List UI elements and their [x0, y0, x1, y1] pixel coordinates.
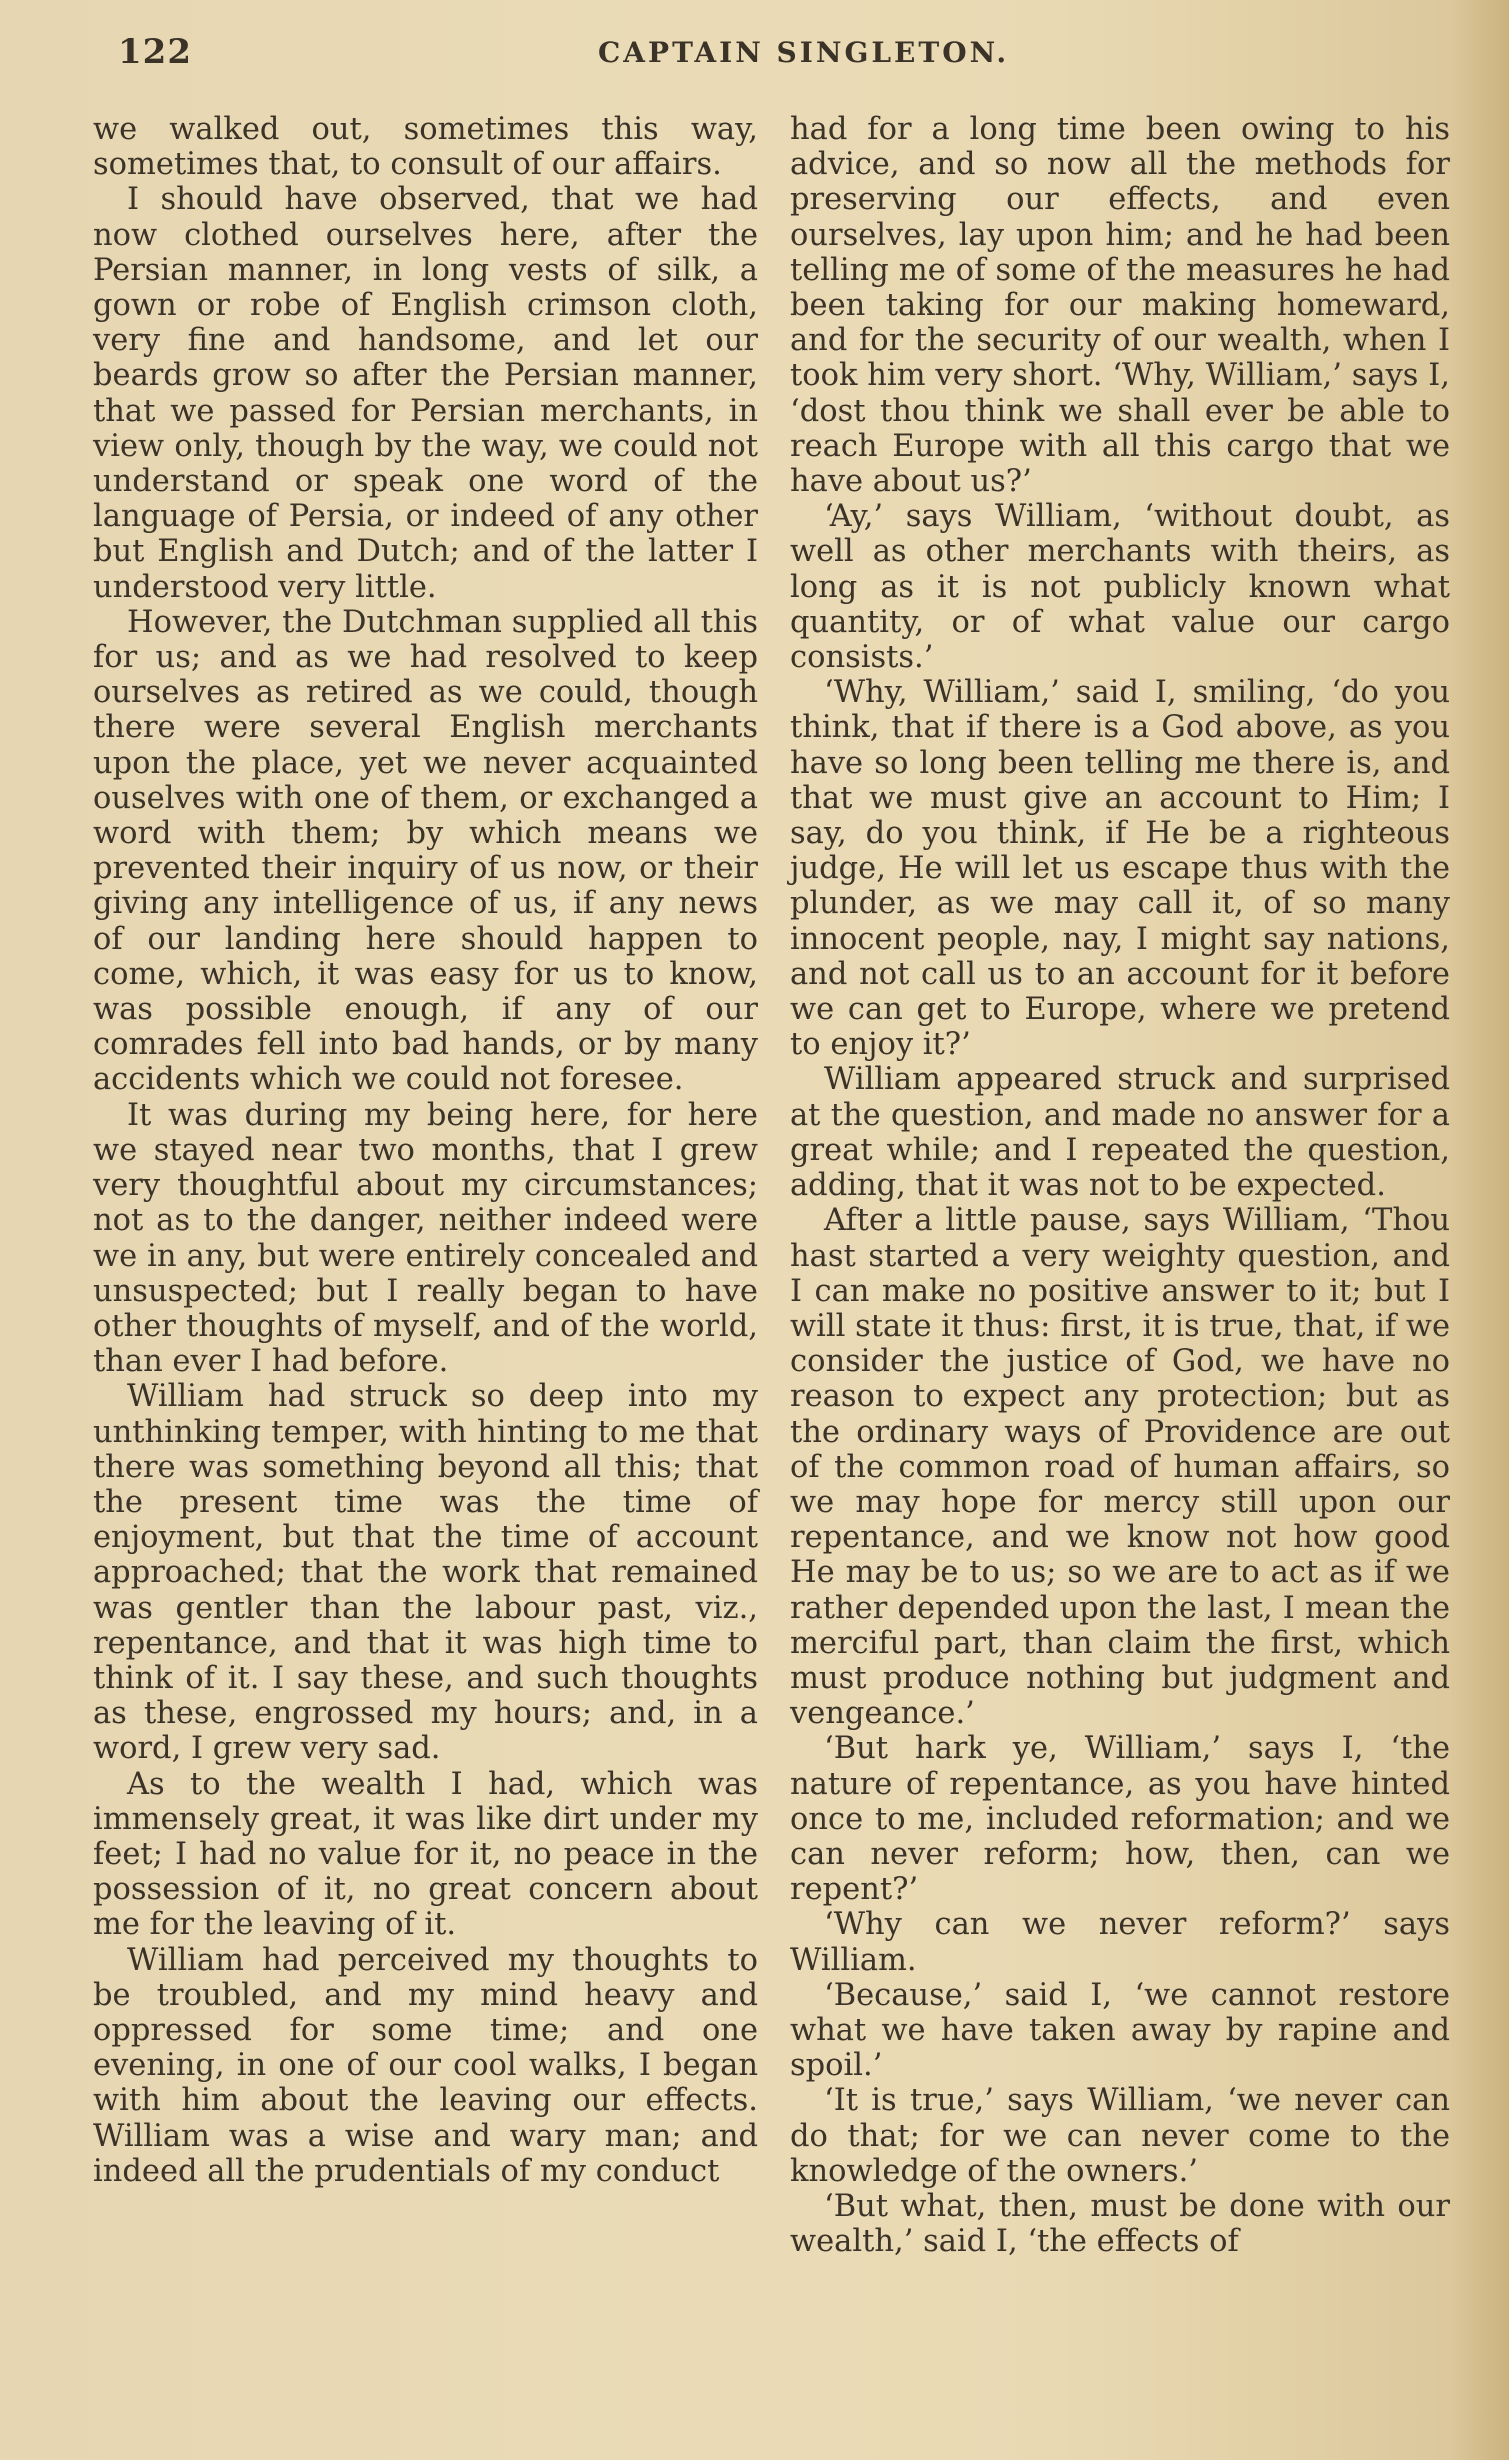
right-column — [790, 112, 1450, 2259]
paragraph: I should have observed, that we had now clothed ourselves here, after the Persian manner, in long vests of silk, a gown or robe of English crimson cloth, very fine and handsome, and let our beards grow so after the Persian manner, that we passed for Persian merchants, in view only, though by the way, we could not understand or speak one word of the language of Persia, or indeed of any other but English and Dutch; and of the latter I understood very little. — [93, 182, 758, 605]
paragraph: we walked out, sometimes this way, sometimes that, to consult of our affairs. — [93, 112, 758, 183]
paragraph: ‘Why can we never reform?’ says William. — [790, 1907, 1450, 1978]
paragraph: William had struck so deep into my unthinking temper, with hinting to me that there was something beyond all this; that the present time was the time of enjoyment, but that the time of account approached; that the work that remained was gentler than the labour past, viz., repentance, and that it was high time to think of it. I say these, and such thoughts as these, engrossed my hours; and, in a word, I grew very sad. — [93, 1379, 758, 1767]
running-head: CAPTAIN SINGLETON. — [598, 36, 1010, 69]
left-column — [93, 112, 758, 2189]
paragraph: However, the Dutchman supplied all this for us; and as we had resolved to keep ourselves as retired as we could, though there were several English merchants upon the place, yet we never acquainted ouselves with one of them, or exchanged a word with them; by which means we prevented their inquiry of us now, or their giving any intelligence of us, if any news of our landing here should happen to come, which, it was easy for us to know, was possible enough, if any of our comrades fell into bad hands, or by many accidents which we could not foresee. — [93, 604, 758, 1098]
paragraph: ‘It is true,’ says William, ‘we never can do that; for we can never come to the knowledge of the owners.’ — [790, 2083, 1450, 2189]
paragraph: After a little pause, says William, ‘Thou hast started a very weighty question, and I can make no positive answer to it; but I will state it thus: first, it is true, that, if we consider the justice of God, we have no reason to expect any protection; but as the ordinary ways of Providence are out of the common road of human affairs, so we may hope for mercy still upon our repentance, and we know not how good He may be to us; so we are to act as if we rather depended upon the last, I mean the merciful part, than claim the first, which must produce nothing but judgment and vengeance.’ — [790, 1203, 1450, 1732]
paragraph: had for a long time been owing to his advice, and so now all the methods for preserving our effects, and even ourselves, lay upon him; and he had been telling me of some of the measures he had been taking for our making homeward, and for the security of our wealth, when I took him very short. ‘Why, William,’ says I, ‘dost thou think we shall ever be able to reach Europe with all this cargo that we have about us?’ — [790, 112, 1450, 500]
paragraph: ‘But what, then, must be done with our wealth,’ said I, ‘the effects of — [790, 2188, 1450, 2260]
paragraph: ‘Why, William,’ said I, smiling, ‘do you think, that if there is a God above, as you have so long been telling me there is, and that we must give an account to Him; I say, do you think, if He be a righteous judge, He will let us escape thus with the plunder, as we may call it, of so many innocent people, nay, I might say nations, and not call us to an account for it before we can get to Europe, where we pretend to enjoy it?’ — [790, 675, 1450, 1063]
paragraph: ‘But hark ye, William,’ says I, ‘the nature of repentance, as you have hinted once to me, included reformation; and we can never reform; how, then, can we repent?’ — [790, 1731, 1450, 1908]
paragraph: As to the wealth I had, which was immensely great, it was like dirt under my feet; I had no value for it, no peace in the possession of it, no great concern about me for the leaving of it. — [93, 1766, 758, 1943]
page-number: 122 — [118, 32, 192, 72]
paragraph: ‘Ay,’ says William, ‘without doubt, as well as other merchants with theirs, as long as it is not publicly known what quantity, or of what value our cargo consists.’ — [790, 499, 1450, 676]
page-header — [118, 32, 1458, 82]
paragraph: ‘Because,’ said I, ‘we cannot restore what we have taken away by rapine and spoil.’ — [790, 1977, 1450, 2084]
paragraph: It was during my being here, for here we stayed near two months, that I grew very thoughtful about my circumstances; not as to the danger, neither indeed were we in any, but were entirely concealed and unsuspected; but I really began to have other thoughts of myself, and of the world, than ever I had before. — [93, 1097, 758, 1380]
paragraph: William had perceived my thoughts to be troubled, and my mind heavy and oppressed for some time; and one evening, in one of our cool walks, I began with him about the leaving our effects. William was a wise and wary man; and indeed all the prudentials of my conduct — [93, 1942, 758, 2189]
paragraph: William appeared struck and surprised at the question, and made no answer for a great while; and I repeated the question, adding, that it was not to be expected. — [790, 1062, 1450, 1204]
